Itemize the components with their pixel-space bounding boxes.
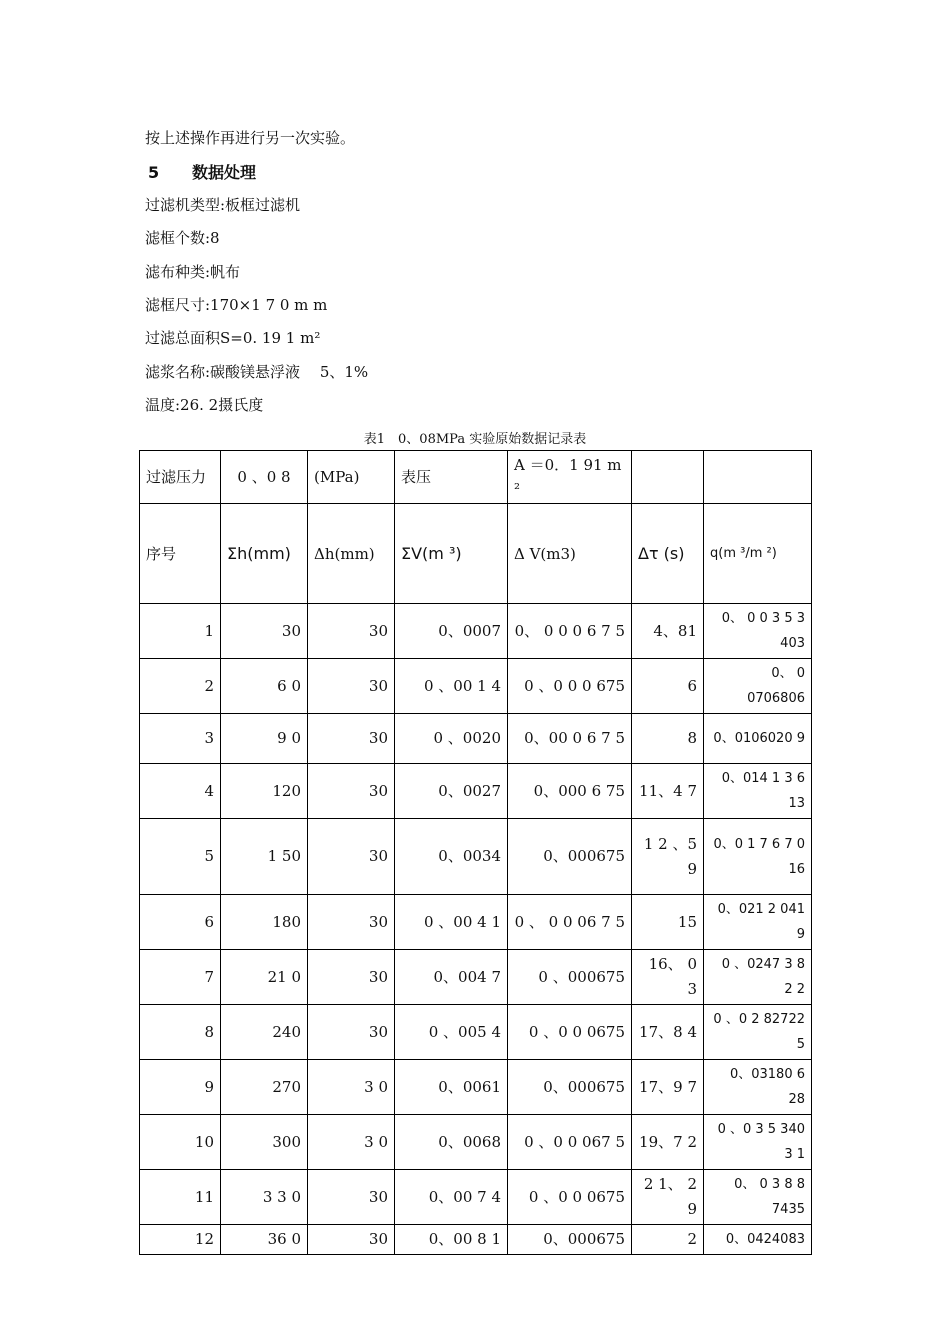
table-cell: 300 bbox=[221, 1115, 308, 1170]
table-cell: 2 bbox=[140, 659, 221, 714]
table-cell: 30 bbox=[308, 714, 395, 764]
table-cell: 4、81 bbox=[632, 604, 704, 659]
table-cell: 0、0424083 bbox=[704, 1225, 812, 1255]
table-cell: 11、4 7 bbox=[632, 764, 704, 819]
cloth-type-text: 滤布种类:帆布 bbox=[145, 263, 241, 281]
table-cell: 0、0061 bbox=[395, 1060, 508, 1115]
table-header-row bbox=[140, 504, 812, 604]
table-cell: 6 0 bbox=[221, 659, 308, 714]
table-row bbox=[140, 764, 812, 819]
table-cell: 240 bbox=[221, 1005, 308, 1060]
table-cell: 0、004 7 bbox=[395, 950, 508, 1005]
header-cell: ΣV(m ³) bbox=[395, 504, 508, 604]
table-cell: 0、0068 bbox=[395, 1115, 508, 1170]
table-cell: 30 bbox=[221, 604, 308, 659]
table-cell: 12 bbox=[140, 1225, 221, 1255]
table-cell: 3 bbox=[140, 714, 221, 764]
repeat-text: 按上述操作再进行另一次实验。 bbox=[145, 129, 356, 147]
table-cell: 0、014 1 3 6 13 bbox=[704, 764, 812, 819]
table-cell: 8 bbox=[632, 714, 704, 764]
table-cell: 0 、000675 bbox=[508, 950, 632, 1005]
table-cell: 3 0 bbox=[308, 1115, 395, 1170]
table-cell: 0 、0 0 067 5 bbox=[508, 1115, 632, 1170]
table-cell: 30 bbox=[308, 659, 395, 714]
table-cell: 0、00 7 4 bbox=[395, 1170, 508, 1225]
table-top-row bbox=[140, 451, 812, 504]
table-cell: 0 、0 3 5 340 3 1 bbox=[704, 1115, 812, 1170]
table-cell: 30 bbox=[308, 764, 395, 819]
table-cell: 0、0034 bbox=[395, 819, 508, 895]
table-cell: 7 bbox=[140, 950, 221, 1005]
table-cell: 30 bbox=[308, 1005, 395, 1060]
table-cell: 0、 0 0 0 6 7 5 bbox=[508, 604, 632, 659]
table-cell: 8 bbox=[140, 1005, 221, 1060]
top-cell: (MPa) bbox=[308, 451, 395, 504]
table-cell: 0 、 0 0 06 7 5 bbox=[508, 895, 632, 950]
table-cell: 6 bbox=[632, 659, 704, 714]
table-cell: 0、00 8 1 bbox=[395, 1225, 508, 1255]
section-heading bbox=[148, 160, 256, 183]
table-cell: 0、000675 bbox=[508, 1225, 632, 1255]
table-row bbox=[140, 604, 812, 659]
table-cell: 0 、0020 bbox=[395, 714, 508, 764]
table-cell: 9 0 bbox=[221, 714, 308, 764]
table-cell: 120 bbox=[221, 764, 308, 819]
table-cell: 0、 0 3 8 8 7435 bbox=[704, 1170, 812, 1225]
table-row bbox=[140, 950, 812, 1005]
table-row bbox=[140, 1225, 812, 1255]
table-cell: 0、0027 bbox=[395, 764, 508, 819]
data-table bbox=[139, 450, 812, 1255]
table-cell: 0、000 6 75 bbox=[508, 764, 632, 819]
table-cell: 0、0 1 7 6 7 0 16 bbox=[704, 819, 812, 895]
header-cell: 序号 bbox=[140, 504, 221, 604]
table-cell: 0、021 2 041 9 bbox=[704, 895, 812, 950]
top-cell: 0 、0 8 bbox=[221, 451, 308, 504]
table-cell: 270 bbox=[221, 1060, 308, 1115]
table-cell: 0、00 0 6 7 5 bbox=[508, 714, 632, 764]
header-cell: Δτ (s) bbox=[632, 504, 704, 604]
table-cell: 0、0106020 9 bbox=[704, 714, 812, 764]
table-cell: 1 bbox=[140, 604, 221, 659]
table-cell: 0 、0 0 0675 bbox=[508, 1170, 632, 1225]
table-cell: 15 bbox=[632, 895, 704, 950]
table-cell: 0 、005 4 bbox=[395, 1005, 508, 1060]
table-row bbox=[140, 714, 812, 764]
table-cell: 16、 0 3 bbox=[632, 950, 704, 1005]
table-row bbox=[140, 659, 812, 714]
header-cell: Σh(mm) bbox=[221, 504, 308, 604]
filter-area-text: 过滤总面积S=0. 19 1 m² bbox=[145, 329, 321, 347]
frame-count-text: 滤框个数:8 bbox=[145, 229, 220, 247]
top-cell: A ＝0．1 91 m ² bbox=[508, 451, 632, 504]
table-cell: 9 bbox=[140, 1060, 221, 1115]
section-number: 5 bbox=[148, 163, 160, 182]
table-cell: 1 2 、5 9 bbox=[632, 819, 704, 895]
table-row bbox=[140, 1170, 812, 1225]
table-cell: 0、03180 6 28 bbox=[704, 1060, 812, 1115]
table-cell: 4 bbox=[140, 764, 221, 819]
table-cell: 30 bbox=[308, 895, 395, 950]
table-cell: 21 0 bbox=[221, 950, 308, 1005]
table-cell: 2 1、 2 9 bbox=[632, 1170, 704, 1225]
table-cell: 30 bbox=[308, 604, 395, 659]
table-cell: 0、 0 0 3 5 3 403 bbox=[704, 604, 812, 659]
table-cell: 0、000675 bbox=[508, 819, 632, 895]
table-row bbox=[140, 819, 812, 895]
table-cell: 0 、0247 3 8 2 2 bbox=[704, 950, 812, 1005]
table-cell: 0、0007 bbox=[395, 604, 508, 659]
table-row bbox=[140, 1060, 812, 1115]
top-cell: 过滤压力 bbox=[140, 451, 221, 504]
table-cell: 2 bbox=[632, 1225, 704, 1255]
top-cell bbox=[632, 451, 704, 504]
table-cell: 1 50 bbox=[221, 819, 308, 895]
table-cell: 0、 0 0706806 bbox=[704, 659, 812, 714]
table-cell: 0 、0 0 0675 bbox=[508, 1005, 632, 1060]
table-cell: 11 bbox=[140, 1170, 221, 1225]
temperature-text: 温度:26. 2摄氏度 bbox=[145, 396, 264, 414]
header-cell: q(m ³/m ²) bbox=[704, 504, 812, 604]
table-cell: 30 bbox=[308, 1170, 395, 1225]
table-cell: 30 bbox=[308, 950, 395, 1005]
top-cell: 表压 bbox=[395, 451, 508, 504]
table-caption: 表1 0、08MPa 实验原始数据记录表 bbox=[363, 432, 587, 447]
table-cell: 17、8 4 bbox=[632, 1005, 704, 1060]
table-cell: 0、000675 bbox=[508, 1060, 632, 1115]
table-cell: 30 bbox=[308, 1225, 395, 1255]
table-row bbox=[140, 895, 812, 950]
frame-size-text: 滤框尺寸:170×1 7 0 m m bbox=[145, 296, 328, 314]
table-row bbox=[140, 1005, 812, 1060]
filter-type-text: 过滤机类型:板框过滤机 bbox=[145, 196, 301, 214]
table-cell: 0 、00 1 4 bbox=[395, 659, 508, 714]
header-cell: Δh(mm) bbox=[308, 504, 395, 604]
table-cell: 3 0 bbox=[308, 1060, 395, 1115]
table-cell: 180 bbox=[221, 895, 308, 950]
table-cell: 36 0 bbox=[221, 1225, 308, 1255]
table-cell: 5 bbox=[140, 819, 221, 895]
top-cell bbox=[704, 451, 812, 504]
table-cell: 0 、0 0 0 675 bbox=[508, 659, 632, 714]
table-cell: 19、7 2 bbox=[632, 1115, 704, 1170]
table-cell: 30 bbox=[308, 819, 395, 895]
table-cell: 17、9 7 bbox=[632, 1060, 704, 1115]
section-title: 数据处理 bbox=[192, 163, 257, 182]
table-cell: 0 、00 4 1 bbox=[395, 895, 508, 950]
header-cell: Δ V(m3) bbox=[508, 504, 632, 604]
table-cell: 3 3 0 bbox=[221, 1170, 308, 1225]
table-cell: 6 bbox=[140, 895, 221, 950]
table-row bbox=[140, 1115, 812, 1170]
table-cell: 10 bbox=[140, 1115, 221, 1170]
table-cell: 0 、0 2 82722 5 bbox=[704, 1005, 812, 1060]
slurry-text: 滤浆名称:碳酸镁悬浮液 5、1% bbox=[145, 363, 369, 381]
